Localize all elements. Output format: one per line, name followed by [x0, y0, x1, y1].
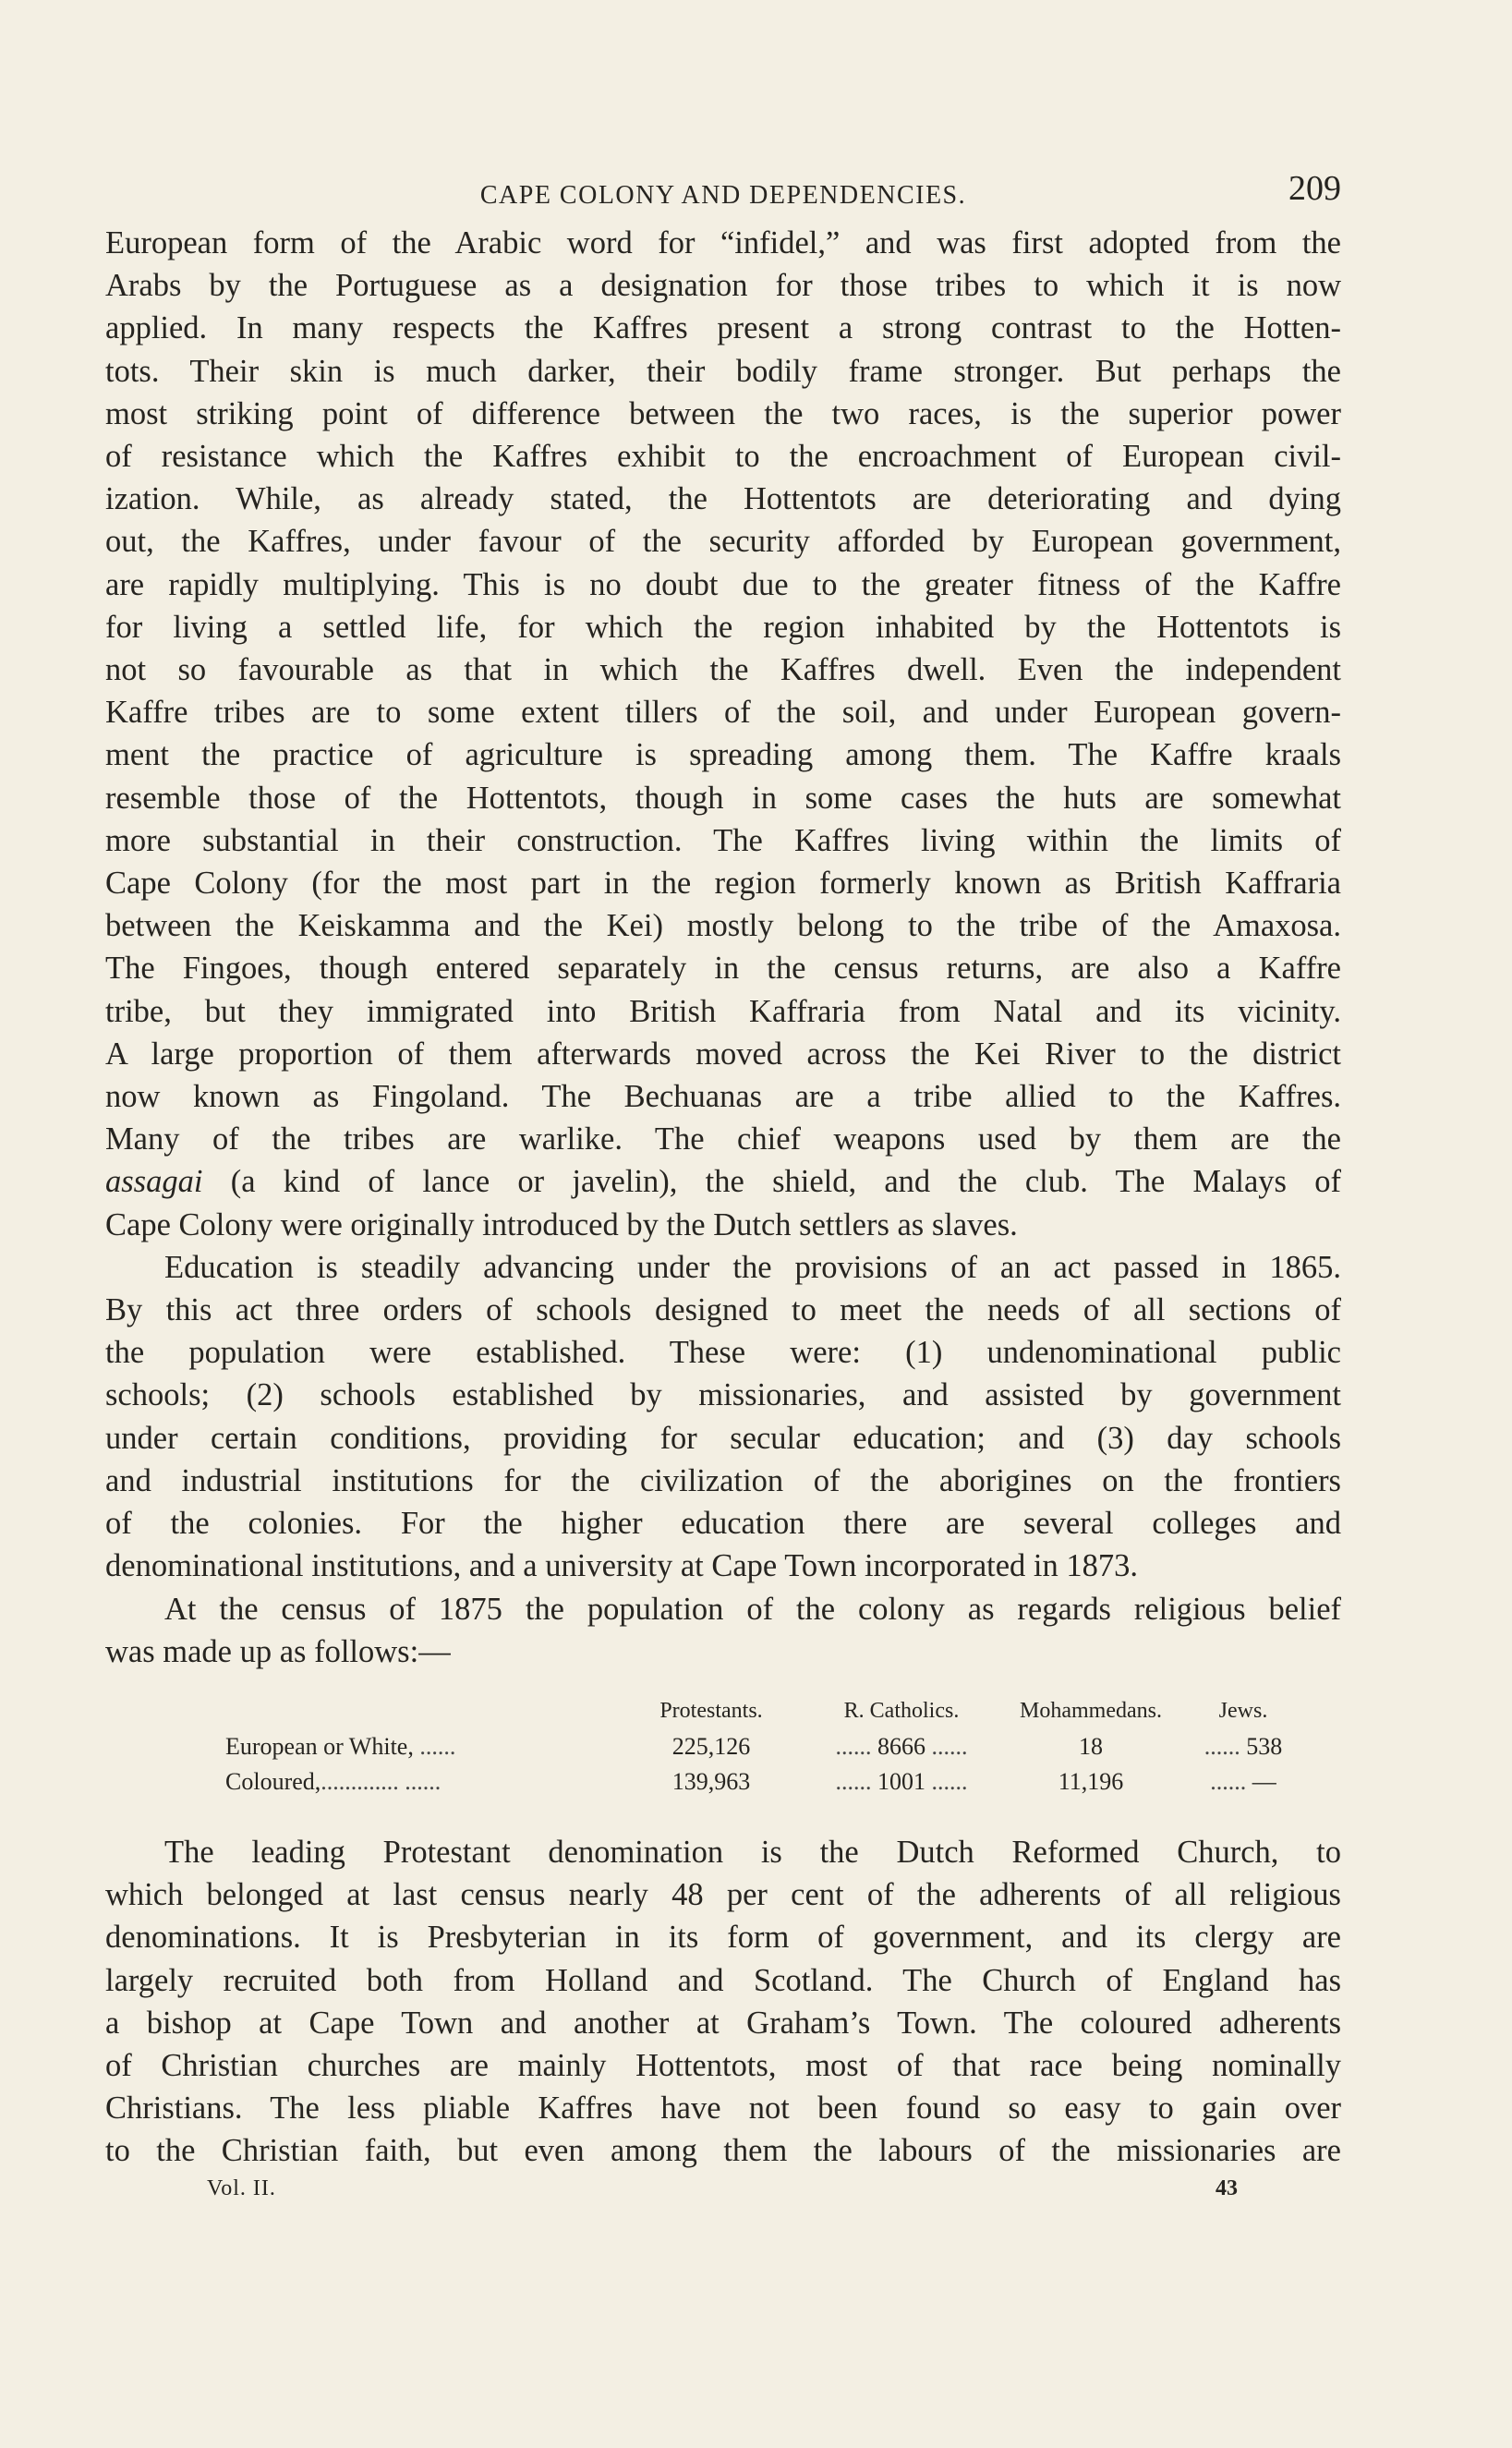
text-line: to the Christian faith, but even among them the labours of the missionaries are	[105, 2133, 1341, 2169]
leader-dots: ......	[835, 1767, 872, 1795]
text-line: for living a settled life, for which the region inhabited by the Hottentots is	[105, 609, 1341, 645]
text-line: now known as Fingoland. The Bechuanas are a tribe allied to the Kaffres.	[105, 1079, 1341, 1115]
leader-dots: ......	[1210, 1767, 1247, 1795]
text-line: of Christian churches are mainly Hottentots, most of that race being nominally	[105, 2047, 1341, 2083]
text-line: Cape Colony were originally introduced by the Dutch settlers as slaves.	[105, 1206, 1018, 1242]
table-cell: 8666	[877, 1732, 925, 1760]
text-line: Many of the tribes are warlike. The chief weapons used by them are the	[105, 1121, 1341, 1157]
table-row	[225, 1764, 1299, 1800]
leader-dots: ......	[931, 1732, 968, 1760]
text-line: are rapidly multiplying. This is no doubt due to the greater fitness of the Kaffre	[105, 566, 1341, 602]
text-line: Christians. The less pliable Kaffres have not been found so easy to gain over	[105, 2090, 1341, 2127]
text-line: tots. Their skin is much darker, their bodily frame stronger. But perhaps the	[105, 353, 1341, 389]
text-line: Arabs by the Portuguese as a designation for those tribes to which it is now	[105, 268, 1341, 304]
table-row	[225, 1729, 1299, 1764]
volume-mark: Vol. II.	[207, 2175, 276, 2200]
table-header-row	[225, 1699, 1299, 1729]
text-line: more substantial in their construction. The Kaffres living within the limits of	[105, 822, 1341, 858]
leader-dots: ......	[1204, 1732, 1240, 1760]
italic-term: assagai	[105, 1164, 203, 1200]
page-footer	[105, 2176, 1341, 2213]
text-line: largely recruited both from Holland and Scotland. The Church of England has	[105, 1962, 1341, 1998]
row-label: Coloured,	[225, 1767, 321, 1795]
text-line: tribe, but they immigrated into British Kaffraria from Natal and its vicinity.	[105, 993, 1341, 1029]
column-header: Protestants.	[659, 1698, 763, 1723]
text-line: not so favourable as that in which the Kaffres dwell. Even the independent	[105, 652, 1341, 688]
table-cell: 18	[1079, 1732, 1103, 1760]
text-line: denominational institutions, and a university at Cape Town incorporated in 1873.	[105, 1548, 1138, 1584]
leader-dots: ......	[835, 1732, 872, 1760]
text-line: By this act three orders of schools designed to meet the needs of all sections of	[105, 1292, 1341, 1328]
text-line: European form of the Arabic word for “infidel,” and was first adopted from the	[105, 225, 1341, 261]
text-line: ment the practice of agriculture is spreading among them. The Kaffre kraals	[105, 737, 1341, 773]
leader-dots: ......	[931, 1767, 968, 1795]
religion-table	[225, 1699, 1299, 1800]
text-line: The Fingoes, though entered separately in the census returns, are also a Kaffre	[105, 951, 1341, 987]
body-text	[105, 222, 1341, 2173]
text-line: which belonged at last census nearly 48 per cent of the adherents of all religious	[105, 1877, 1341, 1913]
text-line: Education is steadily advancing under the provisions of an act passed in 1865.	[164, 1249, 1341, 1285]
text-line: a bishop at Cape Town and another at Graham’s Town. The coloured adherents	[105, 2005, 1341, 2041]
column-header: Jews.	[1218, 1698, 1268, 1723]
table-cell: —	[1252, 1767, 1276, 1795]
running-title: CAPE COLONY AND DEPENDENCIES.	[479, 181, 967, 210]
book-page	[105, 166, 1341, 2213]
table-cell: 139,963	[671, 1767, 751, 1795]
signature-mark: 43	[1216, 2175, 1238, 2200]
running-head	[105, 166, 1341, 222]
text-line: and industrial institutions for the civilization of the aborigines on the frontiers	[105, 1462, 1341, 1498]
text-line: most striking point of difference between the two races, is the superior power	[105, 395, 1341, 431]
table-cell: 11,196	[1058, 1767, 1124, 1795]
row-label: European or White,	[225, 1732, 414, 1760]
text-line: ization. While, as already stated, the Hottentots are deteriorating and dying	[105, 481, 1341, 517]
text-line: denominations. It is Presbyterian in its form of government, and its clergy are	[105, 1920, 1341, 1956]
text-line: was made up as follows:—	[105, 1633, 451, 1669]
text-line: applied. In many respects the Kaffres present a strong contrast to the Hotten-	[105, 310, 1341, 346]
text-line: of the colonies. For the higher education there are several colleges and	[105, 1506, 1341, 1542]
text-line: the population were established. These were: (1) undenominational public	[105, 1335, 1341, 1371]
text-line: between the Keiskamma and the Kei) mostly belong to the tribe of the Amaxosa.	[105, 908, 1341, 944]
page-number: 209	[1288, 169, 1341, 208]
text-line: resemble those of the Hottentots, though in some cases the huts are somewhat	[105, 780, 1341, 816]
text-fragment: (a kind of lance or javelin), the shield, and the club. The Malays of	[202, 1164, 1341, 1200]
text-line: A large proportion of them afterwards moved across the Kei River to the district	[105, 1036, 1341, 1072]
leader-dots: ............. ......	[321, 1767, 442, 1795]
text-line	[105, 1160, 1341, 1203]
table-cell: 1001	[877, 1767, 925, 1795]
leader-dots: ......	[413, 1732, 456, 1760]
text-line: The leading Protestant denomination is the Dutch Reformed Church, to	[164, 1834, 1341, 1870]
text-line: Cape Colony (for the most part in the region formerly known as British Kaffraria	[105, 866, 1341, 902]
text-line: At the census of 1875 the population of the colony as regards religious belief	[164, 1591, 1341, 1627]
table-cell: 538	[1246, 1732, 1283, 1760]
text-line: Kaffre tribes are to some extent tillers of the soil, and under European govern-	[105, 695, 1341, 731]
text-line: out, the Kaffres, under favour of the security afforded by European government,	[105, 524, 1341, 560]
table-cell: 225,126	[671, 1732, 751, 1760]
column-header: R. Catholics.	[843, 1698, 960, 1723]
text-line: schools; (2) schools established by missionaries, and assisted by government	[105, 1377, 1341, 1413]
column-header: Mohammedans.	[1020, 1698, 1162, 1723]
text-line: under certain conditions, providing for secular education; and (3) day schools	[105, 1420, 1341, 1456]
text-line: of resistance which the Kaffres exhibit to the encroachment of European civil-	[105, 439, 1341, 475]
